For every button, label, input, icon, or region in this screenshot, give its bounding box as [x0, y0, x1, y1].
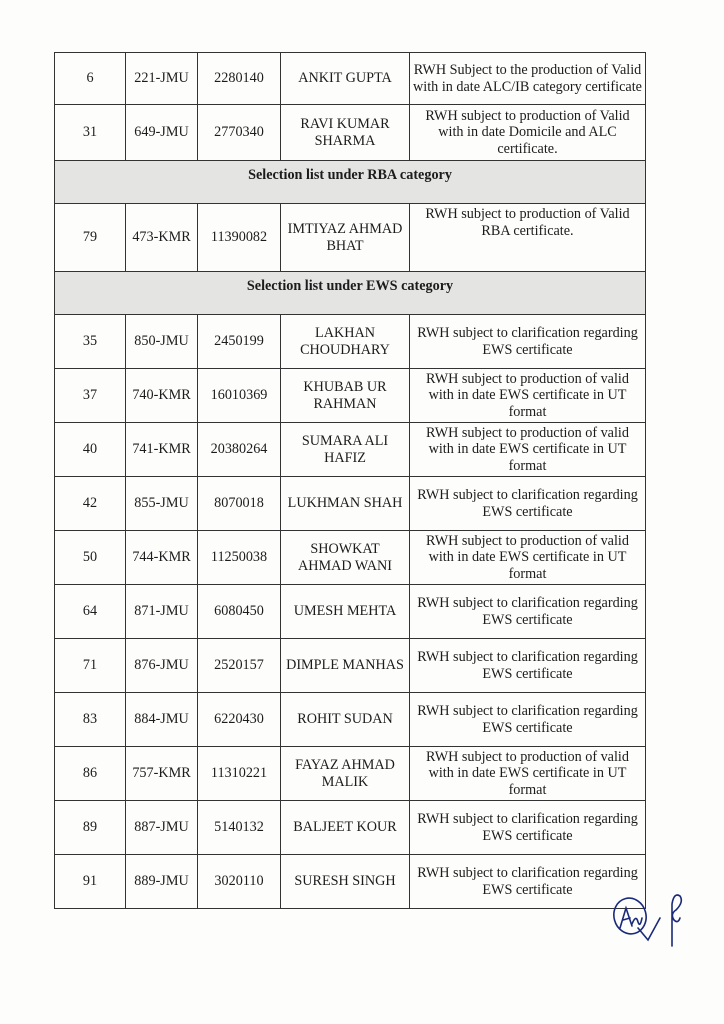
- candidate-name-cell: UMESH MEHTA: [281, 585, 410, 639]
- table-row: [55, 693, 646, 747]
- application-number-cell: 11250038: [198, 531, 281, 585]
- remarks-cell: RWH subject to production of valid with in date EWS certificate in UT format: [410, 369, 646, 423]
- section-title: Selection list under EWS category: [55, 272, 646, 315]
- serial-number-cell: 86: [55, 747, 126, 801]
- application-number-cell: 11390082: [198, 204, 281, 272]
- application-number-cell: 2280140: [198, 53, 281, 105]
- application-number-cell: 6220430: [198, 693, 281, 747]
- remarks-cell: RWH Subject to the production of Valid with in date ALC/IB category certificate: [410, 53, 646, 105]
- section-header-row: [55, 272, 646, 315]
- application-number-cell: 11310221: [198, 747, 281, 801]
- remarks-cell: RWH subject to production of valid with in date EWS certificate in UT format: [410, 531, 646, 585]
- serial-number-cell: 83: [55, 693, 126, 747]
- candidate-name-cell: BALJEET KOUR: [281, 801, 410, 855]
- candidate-name-cell: RAVI KUMAR SHARMA: [281, 105, 410, 161]
- serial-number-cell: 37: [55, 369, 126, 423]
- candidate-name-cell: DIMPLE MANHAS: [281, 639, 410, 693]
- application-number-cell: 6080450: [198, 585, 281, 639]
- table-row: [55, 423, 646, 477]
- roll-number-cell: 871-JMU: [126, 585, 198, 639]
- table-row: [55, 531, 646, 585]
- table-row: [55, 747, 646, 801]
- table-row: [55, 639, 646, 693]
- remarks-cell: RWH subject to clarification regarding EWS certificate: [410, 801, 646, 855]
- candidate-name-cell: SHOWKAT AHMAD WANI: [281, 531, 410, 585]
- remarks-cell: RWH subject to clarification regarding EWS certificate: [410, 639, 646, 693]
- application-number-cell: 3020110: [198, 855, 281, 909]
- serial-number-cell: 50: [55, 531, 126, 585]
- serial-number-cell: 31: [55, 105, 126, 161]
- roll-number-cell: 889-JMU: [126, 855, 198, 909]
- serial-number-cell: 42: [55, 477, 126, 531]
- remarks-cell: RWH subject to clarification regarding EWS certificate: [410, 693, 646, 747]
- roll-number-cell: 741-KMR: [126, 423, 198, 477]
- remarks-cell: RWH subject to clarification regarding EWS certificate: [410, 585, 646, 639]
- table-row: [55, 204, 646, 272]
- candidate-name-cell: FAYAZ AHMAD MALIK: [281, 747, 410, 801]
- remarks-cell: RWH subject to clarification regarding EWS certificate: [410, 855, 646, 909]
- roll-number-cell: 884-JMU: [126, 693, 198, 747]
- roll-number-cell: 473-KMR: [126, 204, 198, 272]
- candidate-name-cell: KHUBAB UR RAHMAN: [281, 369, 410, 423]
- candidate-name-cell: IMTIYAZ AHMAD BHAT: [281, 204, 410, 272]
- roll-number-cell: 850-JMU: [126, 315, 198, 369]
- candidate-name-cell: ANKIT GUPTA: [281, 53, 410, 105]
- serial-number-cell: 40: [55, 423, 126, 477]
- application-number-cell: 2770340: [198, 105, 281, 161]
- table-row: [55, 315, 646, 369]
- table-row: [55, 801, 646, 855]
- application-number-cell: 16010369: [198, 369, 281, 423]
- application-number-cell: 2450199: [198, 315, 281, 369]
- table-row: [55, 105, 646, 161]
- serial-number-cell: 89: [55, 801, 126, 855]
- candidate-name-cell: SURESH SINGH: [281, 855, 410, 909]
- candidate-name-cell: LAKHAN CHOUDHARY: [281, 315, 410, 369]
- roll-number-cell: 855-JMU: [126, 477, 198, 531]
- roll-number-cell: 744-KMR: [126, 531, 198, 585]
- candidate-name-cell: ROHIT SUDAN: [281, 693, 410, 747]
- serial-number-cell: 91: [55, 855, 126, 909]
- candidate-name-cell: LUKHMAN SHAH: [281, 477, 410, 531]
- remarks-cell: RWH subject to production of Valid RBA certificate.: [410, 204, 646, 272]
- serial-number-cell: 79: [55, 204, 126, 272]
- roll-number-cell: 740-KMR: [126, 369, 198, 423]
- table-row: [55, 53, 646, 105]
- table-row: [55, 585, 646, 639]
- application-number-cell: 8070018: [198, 477, 281, 531]
- remarks-cell: RWH subject to production of valid with in date EWS certificate in UT format: [410, 747, 646, 801]
- table-row: [55, 477, 646, 531]
- section-header-row: [55, 161, 646, 204]
- selection-list-table: [54, 52, 646, 909]
- roll-number-cell: 649-JMU: [126, 105, 198, 161]
- table-row: [55, 369, 646, 423]
- document-page: [54, 52, 654, 909]
- candidate-name-cell: SUMARA ALI HAFIZ: [281, 423, 410, 477]
- application-number-cell: 5140132: [198, 801, 281, 855]
- application-number-cell: 2520157: [198, 639, 281, 693]
- roll-number-cell: 757-KMR: [126, 747, 198, 801]
- serial-number-cell: 35: [55, 315, 126, 369]
- serial-number-cell: 71: [55, 639, 126, 693]
- application-number-cell: 20380264: [198, 423, 281, 477]
- serial-number-cell: 6: [55, 53, 126, 105]
- roll-number-cell: 887-JMU: [126, 801, 198, 855]
- serial-number-cell: 64: [55, 585, 126, 639]
- roll-number-cell: 876-JMU: [126, 639, 198, 693]
- handwritten-signature-icon: [608, 888, 698, 948]
- table-row: [55, 855, 646, 909]
- remarks-cell: RWH subject to production of Valid with in date Domicile and ALC certificate.: [410, 105, 646, 161]
- remarks-cell: RWH subject to production of valid with in date EWS certificate in UT format: [410, 423, 646, 477]
- remarks-cell: RWH subject to clarification regarding EWS certificate: [410, 315, 646, 369]
- remarks-cell: RWH subject to clarification regarding EWS certificate: [410, 477, 646, 531]
- roll-number-cell: 221-JMU: [126, 53, 198, 105]
- section-title: Selection list under RBA category: [55, 161, 646, 204]
- selection-list-body: [55, 53, 646, 909]
